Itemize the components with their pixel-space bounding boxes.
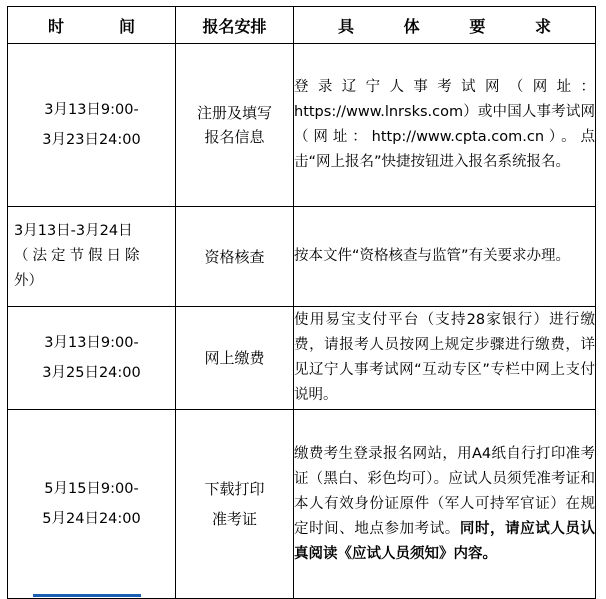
header-time: 时 间 <box>8 7 176 44</box>
table-row <box>8 44 596 207</box>
requirement-cell: 缴费考生登录报名网站，用A4纸自行打印准考证（黑白、彩色均可）。应试人员须凭准考证和本人有效身份证原件（军人可持军官证）在规定时间、地点参加考试。同时，请应试人员认真阅读《应试人员须知》内容。 <box>294 410 596 599</box>
time-cell: 5月15日9:00- 5月24日24:00 <box>8 410 176 599</box>
time-cell: 3月13日-3月24日 （法定节假日除 外） <box>8 207 176 307</box>
table-row <box>8 410 596 599</box>
arrangement-cell: 资格核查 <box>176 207 294 307</box>
requirement-cell: 使用易宝支付平台（支持28家银行）进行缴费，请报考人员按网上规定步骤进行缴费，详见辽宁人事考试网“互动专区”专栏中网上支付说明。 <box>294 307 596 410</box>
requirement-cell: 按本文件“资格核查与监管”有关要求办理。 <box>294 207 596 307</box>
arrangement-cell: 下载打印 准考证 <box>176 410 294 599</box>
table-row <box>8 207 596 307</box>
time-cell: 3月13日9:00- 3月23日24:00 <box>8 44 176 207</box>
header-requirements: 具 体 要 求 <box>294 7 596 44</box>
arrangement-cell: 注册及填写 报名信息 <box>176 44 294 207</box>
table-header-row <box>8 7 596 44</box>
table-row <box>8 307 596 410</box>
link-underline <box>33 594 141 597</box>
bold-notice: 同时，请应试人员认真阅读《应试人员须知》内容。 <box>294 520 596 562</box>
time-cell: 3月13日9:00- 3月25日24:00 <box>8 307 176 410</box>
arrangement-cell: 网上缴费 <box>176 307 294 410</box>
registration-schedule-table <box>7 6 596 599</box>
requirement-cell: 登录辽宁人事考试网（网址：https://www.lnrsks.com）或中国人事考试网（网址：http://www.cpta.com.cn）。点击“网上报名”快捷按钮进入报名系统报名。 <box>294 44 596 207</box>
header-arrangement: 报名安排 <box>176 7 294 44</box>
